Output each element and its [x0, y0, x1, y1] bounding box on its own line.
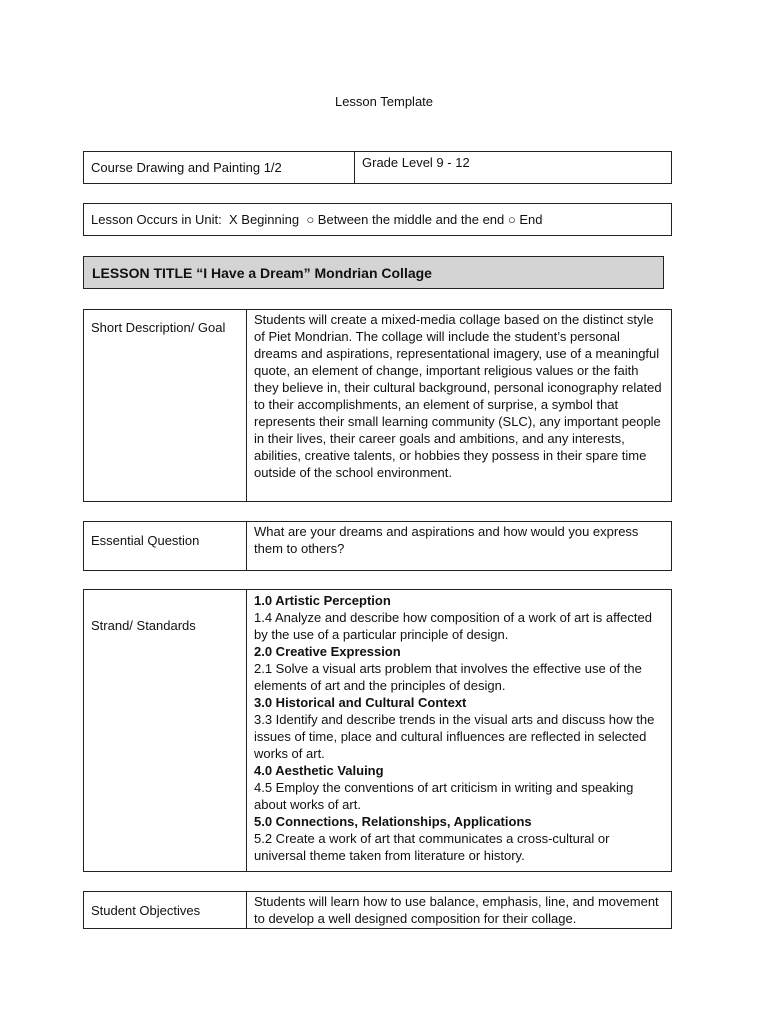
standards-table — [83, 589, 672, 872]
document-title: Lesson Template — [334, 94, 434, 109]
standard-text: 1.4 Analyze and describe how composition of a work of art is affected by the use of a particular principle of design. — [254, 610, 652, 642]
lesson-title-text: LESSON TITLE “I Have a Dream” Mondrian Collage — [92, 265, 432, 281]
standards-label: Strand/ Standards — [84, 590, 247, 871]
student-objectives-label: Student Objectives — [84, 892, 247, 928]
standard-heading: 4.0 Aesthetic Valuing — [254, 763, 384, 778]
grade-level-cell: Grade Level 9 - 12 — [362, 155, 470, 170]
standard-heading: 2.0 Creative Expression — [254, 644, 401, 659]
standard-heading: 3.0 Historical and Cultural Context — [254, 695, 467, 710]
short-description-value: Students will create a mixed-media collage based on the distinct style of Piet Mondrian. The collage will include the student’s personal dreams and aspirations, representational imagery, use of a meaningful quote, an element of change, important religious values or the faith they believe in, their cultural background, personal iconography related to their accomplishments, an element of surprise, a symbol that represents their small learning community (SLC), any important people in their lives, their career goals and ambitions, and any interests, abilities, creative talents, or hobbies they possess in their spare time outside of the school environment. — [254, 312, 662, 480]
lesson-title-banner — [83, 256, 664, 289]
short-description-label: Short Description/ Goal — [84, 310, 247, 501]
course-grade-table — [83, 151, 672, 184]
essential-question-label: Essential Question — [84, 522, 247, 570]
standard-text: 3.3 Identify and describe trends in the visual arts and discuss how the issues of time, place and cultural influences are reflected in selected works of art. — [254, 712, 655, 761]
short-description-table — [83, 309, 672, 502]
student-objectives-value: Students will learn how to use balance, emphasis, line, and movement to develop a well designed composition for their collage. — [254, 894, 659, 926]
essential-question-value: What are your dreams and aspirations and how would you express them to others? — [254, 524, 639, 556]
lesson-unit-row — [83, 203, 672, 236]
student-objectives-table — [83, 891, 672, 929]
standards-list — [247, 590, 671, 871]
standard-heading: 1.0 Artistic Perception — [254, 593, 391, 608]
standard-text: 2.1 Solve a visual arts problem that involves the effective use of the elements of art and the principles of design. — [254, 661, 642, 693]
lesson-unit-text: Lesson Occurs in Unit: X Beginning ○ Between the middle and the end ○ End — [91, 212, 543, 227]
standard-text: 5.2 Create a work of art that communicates a cross-cultural or universal theme taken from literature or history. — [254, 831, 610, 863]
course-cell: Course Drawing and Painting 1/2 — [84, 152, 355, 183]
standard-heading: 5.0 Connections, Relationships, Applications — [254, 814, 532, 829]
standard-text: 4.5 Employ the conventions of art criticism in writing and speaking about works of art. — [254, 780, 634, 812]
essential-question-table — [83, 521, 672, 571]
